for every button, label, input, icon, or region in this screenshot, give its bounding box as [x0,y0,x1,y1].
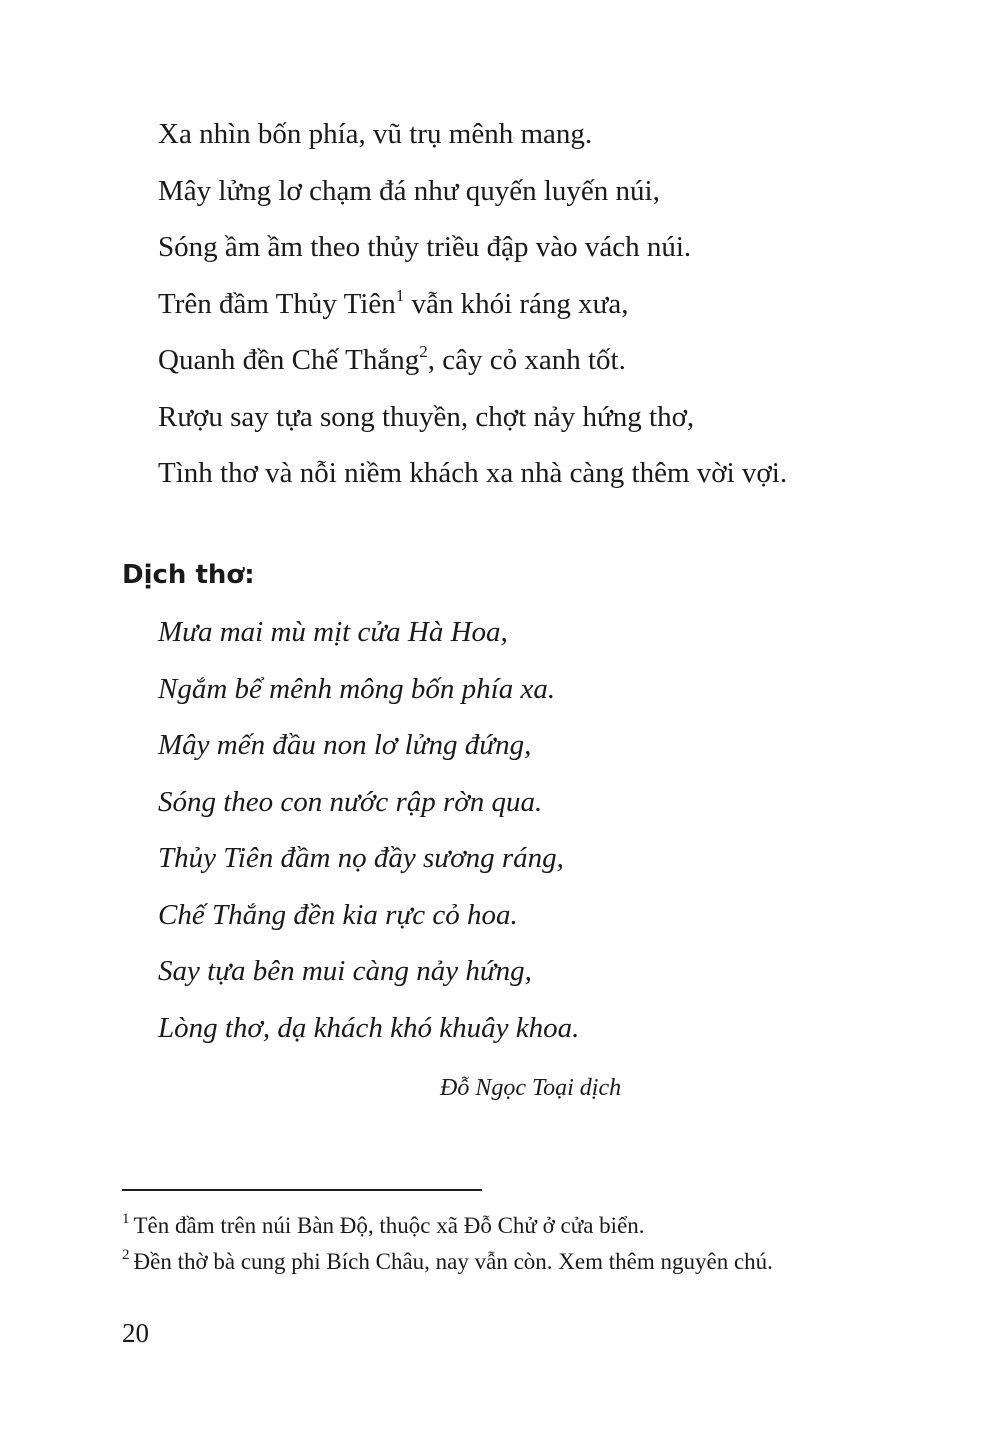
poem-line: Mưa mai mù mịt cửa Hà Hoa, [158,616,508,648]
translation-line-text: Quanh đền Chế Thắng [158,344,420,376]
poem-line: Chế Thắng đền kia rực cỏ hoa. [158,898,518,931]
footnote-item [122,1208,773,1244]
verse-translation [158,604,579,1056]
poem-line: Sóng theo con nước rập rờn qua. [158,785,543,818]
translation-line: Rượu say tựa song thuyền, chợt nảy hứng thơ, [158,400,695,433]
poem-line: Ngắm bể mênh mông bốn phía xa. [158,672,556,705]
prose-translation [158,106,787,502]
footnote-mark: 1 [122,1211,130,1227]
poem-line: Lòng thơ, dạ khách khó khuây khoa. [158,1011,580,1044]
poem-line: Thủy Tiên đầm nọ đầy sương ráng, [158,842,564,874]
footnote-text: Đền thờ bà cung phi Bích Châu, nay vẫn còn. Xem thêm nguyên chú. [133,1249,773,1274]
footnote-item [122,1244,773,1280]
translation-line [158,276,787,333]
translation-line: Mây lửng lơ chạm đá như quyến luyến núi, [158,174,660,207]
translation-line-text: , cây cỏ xanh tốt. [427,344,626,376]
page-number: 20 [122,1318,149,1348]
translation-line: Sóng ầm ầm theo thủy triều đập vào vách núi. [158,231,692,263]
translation-line: Xa nhìn bốn phía, vũ trụ mênh mang. [158,118,593,150]
section-heading: Dịch thơ: [122,560,255,590]
footnote-ref-2: 2 [419,342,428,361]
footnote-ref-1: 1 [395,285,405,305]
footnotes [122,1208,773,1280]
translator-attribution: Đỗ Ngọc Toại dịch [440,1075,622,1101]
translation-line [158,332,787,389]
poem-line: Say tựa bên mui càng nảy hứng, [158,955,532,987]
footnote-mark: 2 [122,1247,130,1263]
translation-line-text: vẫn khói ráng xưa, [404,287,629,320]
poem-line: Mây mến đầu non lơ lửng đứng, [158,729,532,761]
translation-line-text: Trên đầm Thủy Tiên [158,287,396,320]
translation-line: Tình thơ và nỗi niềm khách xa nhà càng thêm vời vợi. [158,457,788,489]
footnote-divider [122,1189,482,1191]
footnote-text: Tên đầm trên núi Bàn Độ, thuộc xã Đỗ Chử ở cửa biển. [133,1213,645,1238]
